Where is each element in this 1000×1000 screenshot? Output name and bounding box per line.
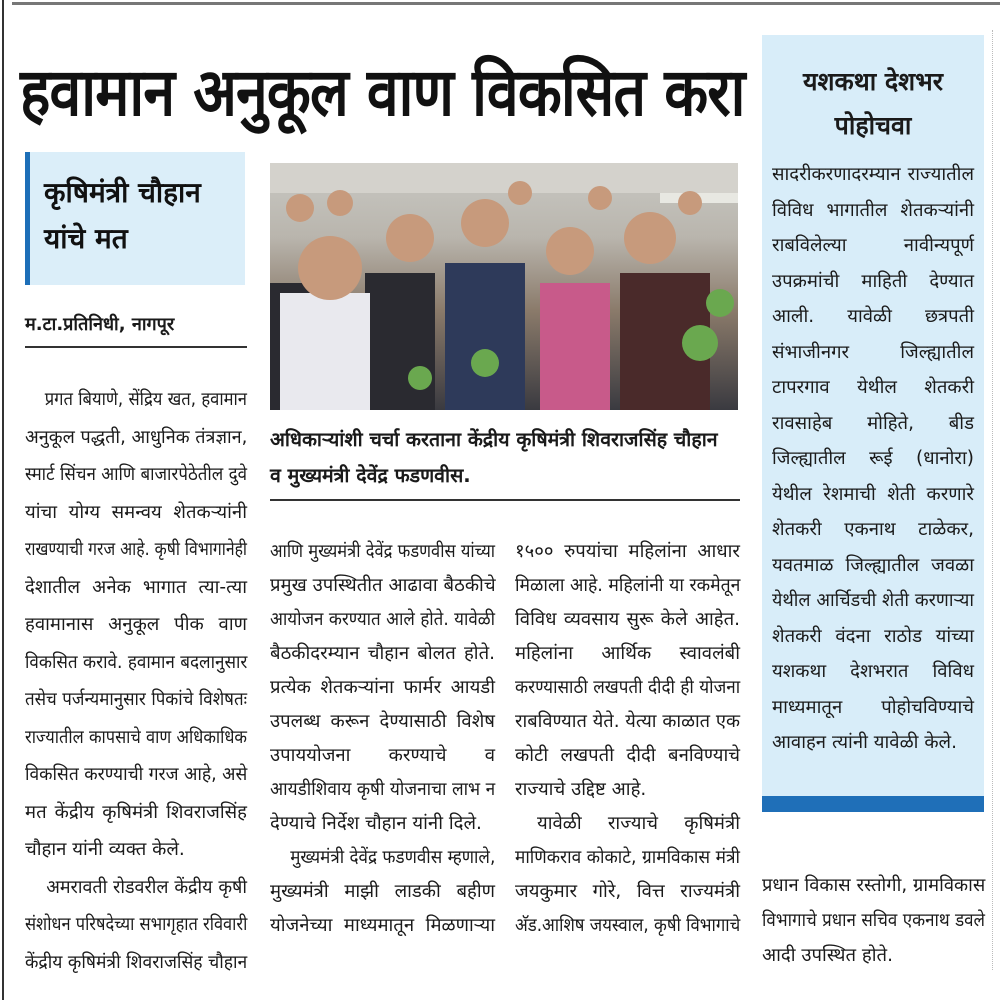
subheading-box <box>25 152 245 285</box>
text-line: आयोजन करण्यात आले होते. यावेळी <box>270 609 495 630</box>
text-line: जिल्ह्यातील रूई (धानोरा) <box>772 448 974 469</box>
text-line: उपलब्ध करून देण्यासाठी विशेष <box>270 711 495 732</box>
text-line: संभाजीनगर जिल्ह्यातील <box>772 341 974 363</box>
text-line: राखण्याची गरज आहे. कृषी विभागानेही <box>25 539 247 560</box>
text-line: शेतकरी एकनाथ टाळेकर, <box>772 519 974 540</box>
text-line: आली. यावेळी छत्रपती <box>772 306 974 327</box>
article-column-3 <box>515 535 740 943</box>
left-border <box>2 0 4 1000</box>
text-line: उपाययोजना करण्याचे व <box>270 745 495 766</box>
text-line: येथील आर्चिडची शेती करणाऱ्या <box>772 590 974 611</box>
text-line: करण्यासाठी लखपती दीदी ही योजना <box>515 677 741 698</box>
text-line: प्रधान विकास रस्तोगी, ग्रामविकास <box>762 875 986 896</box>
text-line: कोटी लखपती दीदी बनविण्याचे <box>515 745 740 766</box>
photo-illustration <box>270 163 738 410</box>
text-line: विकसित करण्याची गरज आहे, असे <box>25 764 248 785</box>
byline-rule <box>25 346 247 348</box>
text-line: यांचा योग्य समन्वय शेतकऱ्यांनी <box>25 501 247 523</box>
text-line: प्रत्येक शेतकऱ्यांना फार्मर आयडी <box>270 677 495 698</box>
text-line: देशातील अनेक भागात त्या-त्या <box>25 576 247 598</box>
text-line: यशकथा देशभरात विविध <box>772 661 974 682</box>
sidebar-accent-bar <box>762 796 984 812</box>
text-line: राज्यातील कापसाचे वाण अधिकाधिक <box>25 726 247 748</box>
text-line: आणि मुख्यमंत्री देवेंद्र फडणवीस यांच्या <box>270 541 495 562</box>
text-line: आवाहन त्यांनी यावेळी केले. <box>772 732 957 753</box>
text-line: टापरगाव येथील शेतकरी <box>772 377 974 398</box>
article-column-1 <box>25 381 247 981</box>
subheading-line-1: कृषिमंत्री चौहान <box>44 176 201 209</box>
news-photo <box>270 163 738 410</box>
photo-caption-line-2: व मुख्यमंत्री देवेंद्र फडणवीस. <box>270 464 471 487</box>
top-rule <box>12 2 1000 5</box>
text-line: प्रमुख उपस्थितीत आढावा बैठकीचे <box>270 575 496 596</box>
byline: म.टा.प्रतिनिधी, नागपूर <box>25 314 175 335</box>
text-line: तसेच पर्जन्यमानुसार पिकांचे विशेषतः <box>25 689 247 710</box>
text-line: उपक्रमांची माहिती देण्यात <box>772 270 974 292</box>
text-line: मिळाला आहे. महिलांनी या रकमेतून <box>515 575 741 596</box>
text-line: केंद्रीय कृषिमंत्री शिवराजसिंह चौहान <box>25 951 248 973</box>
text-line: चौहान यांनी व्यक्त केले. <box>25 839 185 860</box>
headline: हवामान अनुकूल वाण विकसित करा <box>20 54 745 131</box>
sidebar-box <box>762 35 984 812</box>
column-divider <box>992 30 993 970</box>
text-line: यवतमाळ जिल्ह्यातील जवळा <box>772 554 974 576</box>
text-line: देण्याचे निर्देश चौहान यांनी दिले. <box>270 813 482 834</box>
text-line: विकसित करावे. हवामान बदलानुसार <box>25 651 248 673</box>
text-line: शेतकरी वंदना राठोड यांच्या <box>772 625 974 647</box>
text-line: विविध भागातील शेतकऱ्यांनी <box>772 199 974 221</box>
text-line: आदी उपस्थित होते. <box>762 945 893 966</box>
text-line: सादरीकरणादरम्यान राज्यातील <box>772 164 974 185</box>
sidebar-text <box>772 157 974 761</box>
text-line: मुख्यमंत्री देवेंद्र फडणवीस म्हणाले, <box>290 847 496 868</box>
sidebar-title-line-2: पोहोचवा <box>834 111 912 140</box>
text-line: माध्यमातून पोहोचविण्याचे <box>772 696 974 718</box>
text-line: जयकुमार गोरे, वित्त राज्यमंत्री <box>515 881 740 902</box>
text-line: अनुकूल पद्धती, आधुनिक तंत्रज्ञान, <box>25 426 248 448</box>
article-column-2 <box>270 535 495 943</box>
text-line: राबविण्यात येते. येत्या काळात एक <box>515 711 740 732</box>
text-line: मुख्यमंत्री माझी लाडकी बहीण <box>270 881 495 902</box>
caption-rule <box>270 499 740 501</box>
subheading-line-2: यांचे मत <box>44 222 128 255</box>
text-line: १५०० रुपयांचा महिलांना आधार <box>515 541 740 562</box>
text-line: संशोधन परिषदेच्या सभागृहात रविवारी <box>25 914 248 935</box>
article-column-4 <box>762 868 985 973</box>
photo-caption <box>270 422 740 494</box>
text-line: अ‍ॅड.आशिष जयस्वाल, कृषी विभागाचे <box>515 915 741 936</box>
text-line: प्रगत बियाणे, सेंद्रिय खत, हवामान <box>44 389 248 410</box>
text-line: अमरावती रोडवरील केंद्रीय कृषी <box>46 876 247 898</box>
text-line: बैठकीदरम्यान चौहान बोलत होते. <box>270 643 495 664</box>
text-line: मत केंद्रीय कृषिमंत्री शिवराजसिंह <box>25 801 247 823</box>
sidebar-title-line-1: यशकथा देशभर <box>803 67 943 96</box>
text-line: स्मार्ट सिंचन आणि बाजारपेठेतील दुवे <box>25 464 247 485</box>
text-line: माणिकराव कोकाटे, ग्रामविकास मंत्री <box>515 847 740 868</box>
sidebar-title <box>762 60 984 148</box>
text-line: विभागाचे प्रधान सचिव एकनाथ डवले <box>762 910 985 931</box>
text-line: हवामानास अनुकूल पीक वाण <box>25 614 247 635</box>
text-line: रावसाहेब मोहिते, बीड <box>772 412 974 434</box>
text-line: यावेळी राज्याचे कृषिमंत्री <box>537 813 740 834</box>
text-line: राबविलेल्या नावीन्यपूर्ण <box>772 235 974 256</box>
photo-caption-line-1: अधिकाऱ्यांशी चर्चा करताना केंद्रीय कृषिमंत्री शिवराजसिंह चौहान <box>270 428 718 451</box>
text-line: योजनेच्या माध्यमातून मिळणाऱ्या <box>270 915 495 936</box>
text-line: आयडीशिवाय कृषी योजनाचा लाभ न <box>270 779 496 800</box>
text-line: विविध व्यवसाय सुरू केले आहेत. <box>515 609 740 630</box>
text-line: महिलांना आर्थिक स्वावलंबी <box>515 643 740 664</box>
text-line: राज्याचे उद्दिष्ट आहे. <box>515 779 647 800</box>
text-line: येथील रेशमाची शेती करणारे <box>772 483 974 505</box>
